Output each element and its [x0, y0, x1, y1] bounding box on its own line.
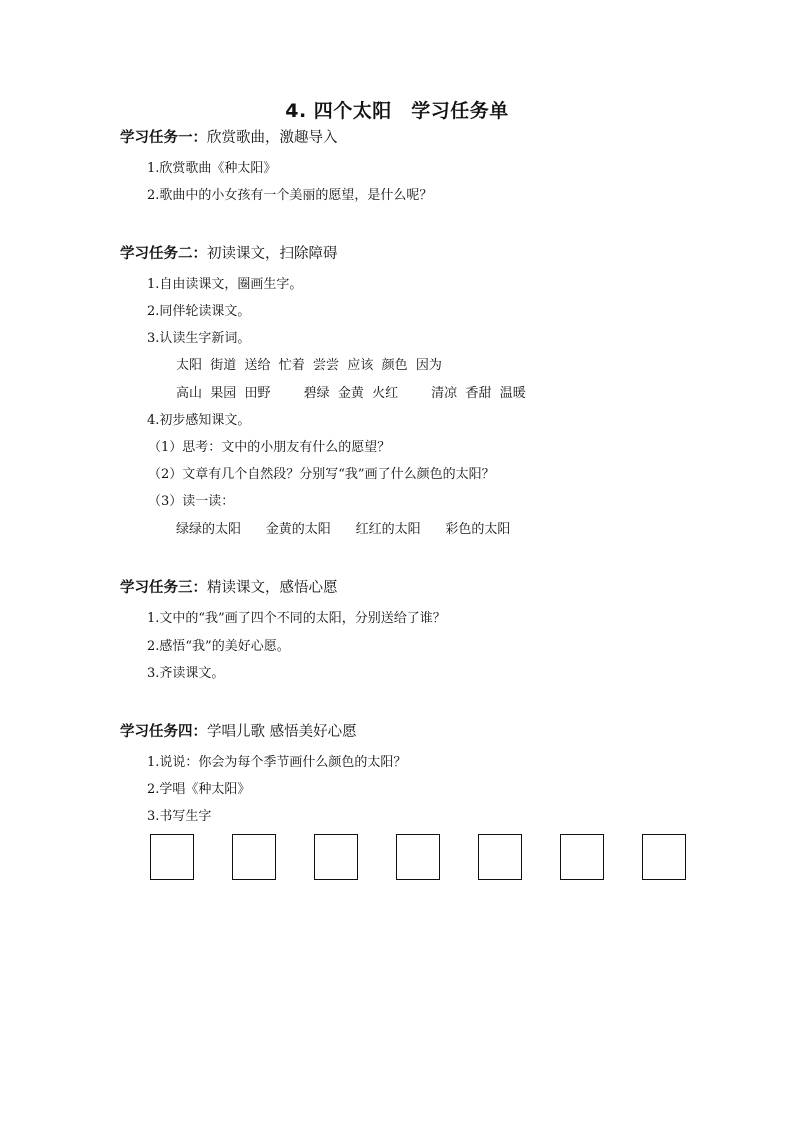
task1-item-1: 1.欣赏歌曲《种太阳》 — [147, 161, 277, 176]
task2-item-4: 4.初步感知课文。 — [147, 413, 251, 428]
task1-item-2: 2.歌曲中的小女孩有一个美丽的愿望，是什么呢？ — [147, 188, 433, 203]
task2-item-1: 1.自由读课文，圈画生字。 — [147, 277, 303, 292]
task3-label: 学习任务三： — [120, 580, 207, 596]
task2-text: 初读课文，扫除障碍 — [207, 246, 338, 262]
task3-item-2: 2.感悟“我”的美好心愿。 — [147, 639, 290, 654]
writing-boxes — [150, 834, 690, 882]
task3-text: 精读课文，感悟心愿 — [207, 580, 338, 596]
task2-sub-2: （2）文章有几个自然段？分别写“我”画了什么颜色的太阳？ — [148, 467, 495, 482]
task2-sub-1: （1）思考：文中的小朋友有什么的愿望？ — [148, 440, 391, 455]
task4-label: 学习任务四： — [120, 724, 207, 740]
task2-item-2: 2.同伴轮读课文。 — [147, 304, 251, 319]
task3-item-3: 3.齐读课文。 — [147, 666, 225, 681]
suns-row: 绿绿的太阳 金黄的太阳 红红的太阳 彩色的太阳 — [176, 522, 511, 537]
task3-item-1: 1.文中的“我”画了四个不同的太阳，分别送给了谁？ — [147, 611, 446, 626]
task2-label: 学习任务二： — [120, 246, 207, 262]
writing-box[interactable] — [232, 834, 276, 880]
task1-label: 学习任务一： — [120, 130, 207, 146]
task1-heading — [120, 126, 338, 147]
page-title: 4. 四个太阳 学习任务单 — [285, 100, 509, 122]
writing-box[interactable] — [314, 834, 358, 880]
task2-sub-3: （3）读一读： — [148, 494, 235, 509]
task4-item-3: 3.书写生字 — [147, 809, 212, 824]
task4-item-2: 2.学唱《种太阳》 — [147, 782, 251, 797]
task3-heading — [120, 576, 338, 597]
writing-box[interactable] — [560, 834, 604, 880]
writing-box[interactable] — [396, 834, 440, 880]
task2-heading — [120, 242, 338, 263]
writing-box[interactable] — [642, 834, 686, 880]
vocab-row-1: 太阳 街道 送给 忙着 尝尝 应该 颜色 因为 — [176, 358, 442, 373]
task4-item-1: 1.说说：你会为每个季节画什么颜色的太阳？ — [147, 755, 407, 770]
writing-box[interactable] — [478, 834, 522, 880]
task1-text: 欣赏歌曲，激趣导入 — [207, 130, 338, 146]
writing-box[interactable] — [150, 834, 194, 880]
task4-text: 学唱儿歌 感悟美好心愿 — [207, 724, 357, 740]
task2-item-3: 3.认读生字新词。 — [147, 331, 251, 346]
vocab-row-2: 高山 果园 田野 碧绿 金黄 火红 清凉 香甜 温暖 — [176, 386, 526, 401]
task4-heading — [120, 720, 357, 741]
